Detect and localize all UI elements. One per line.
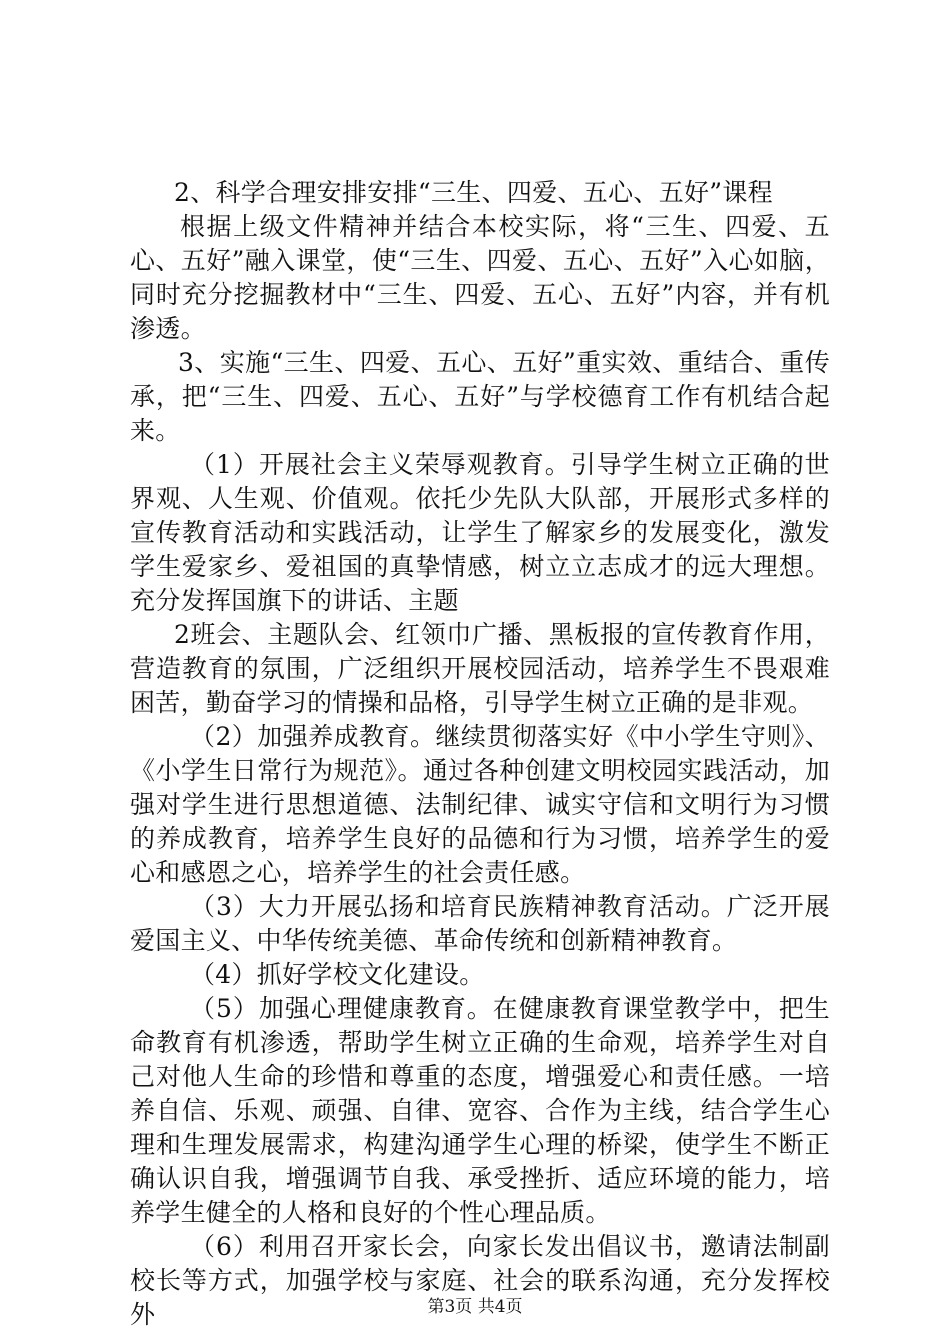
section-heading-3: 3、实施“三生、四爱、五心、五好”重实效、重结合、重传承，把“三生、四爱、五心、五好”与学校德育工作有机结合起来。: [130, 348, 830, 445]
item-4-school-culture: （4）抓好学校文化建设。: [190, 960, 485, 989]
item-3-national-spirit: （3）大力开展弘扬和培育民族精神教育活动。广泛开展爱国主义、中华传统美德、革命传统和创新精神教育。: [130, 892, 830, 955]
item-1-continuation: 2班会、主题队会、红领巾广播、黑板报的宣传教育作用，营造教育的氛围，广泛组织开展校园活动，培养学生不畏艰难困苦，勤奋学习的情操和品格，引导学生树立正确的是非观。: [130, 620, 830, 717]
item-6-parent-meeting: （6）利用召开家长会，向家长发出倡议书，邀请法制副校长等方式，加强学校与家庭、社会的联系沟通，充分发挥校外: [130, 1232, 830, 1329]
section-heading-2: 2、科学合理安排安排“三生、四爱、五心、五好”课程: [174, 178, 773, 207]
paragraph-course-basis: 根据上级文件精神并结合本校实际，将“三生、四爱、五心、五好”融入课堂，使“三生、四爱、五心、五好”入心如脑，同时充分挖掘教材中“三生、四爱、五心、五好”内容，并有机渗透。: [130, 212, 830, 343]
page-number-footer: 第3页 共4页: [427, 1297, 523, 1317]
item-5-mental-health: （5）加强心理健康教育。在健康教育课堂教学中，把生命教育有机渗透，帮助学生树立正确的生命观，培养学生对自己对他人生命的珍惜和尊重的态度，增强爱心和责任感。一培养自信、乐观、顽强、自律、宽容、合作为主线，结合学生心理和生理发展需求，构建沟通学生心理的桥梁，使学生不断正确认识自我，增强调节自我、承受挫折、适应环境的能力，培养学生健全的人格和良好的个性心理品质。: [130, 994, 830, 1227]
item-2-habit-education: （2）加强养成教育。继续贯彻落实好《中小学生守则》、《小学生日常行为规范》。通过各种创建文明校园实践活动，加强对学生进行思想道德、法制纪律、诚实守信和文明行为习惯的养成教育，培养学生良好的品德和行为习惯，培养学生的爱心和感恩之心，培养学生的社会责任感。: [130, 722, 830, 887]
document-body: [130, 176, 830, 1332]
item-1-honor-shame-education: （1）开展社会主义荣辱观教育。引导学生树立正确的世界观、人生观、价值观。依托少先队大队部，开展形式多样的宣传教育活动和实践活动，让学生了解家乡的发展变化，激发学生爱家乡、爱祖国的真挚情感，树立立志成才的远大理想。充分发挥国旗下的讲话、主题: [130, 450, 830, 615]
